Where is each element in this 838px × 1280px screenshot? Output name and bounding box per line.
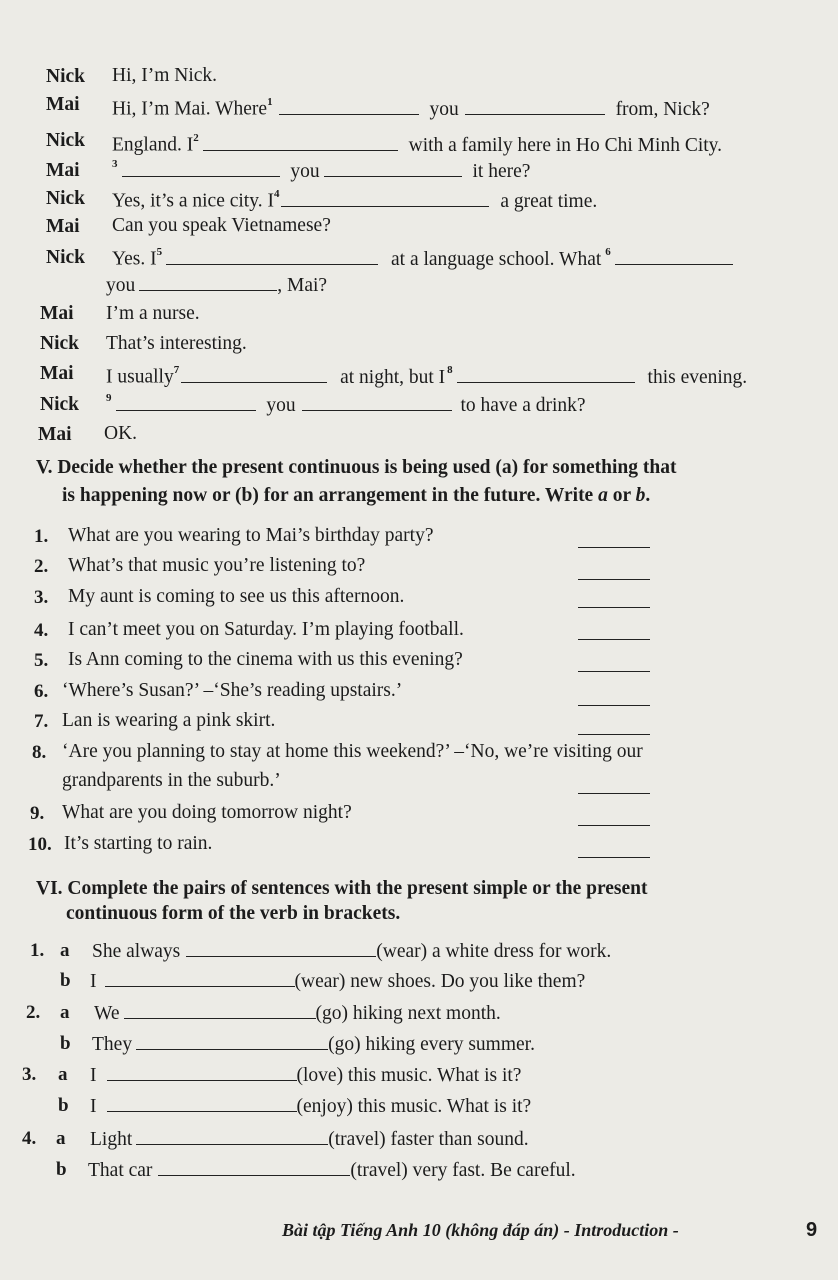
answer-blank[interactable] bbox=[139, 272, 277, 291]
list-item: They (go) hiking every summer. bbox=[92, 1031, 535, 1057]
dialogue-line: I usually$^7$ at night, but I $^8$ this evening. bbox=[106, 364, 748, 388]
list-item: ‘Are you planning to stay at home this weekend?’ –‘No, we’re visiting our bbox=[62, 741, 643, 762]
list-item: Is Ann coming to the cinema with us this evening? bbox=[68, 649, 463, 670]
dialogue-text: Can you speak Vietnamese? bbox=[112, 215, 331, 236]
answer-blank[interactable] bbox=[116, 392, 256, 411]
speaker: Nick bbox=[46, 66, 85, 87]
speaker: Nick bbox=[46, 188, 85, 209]
list-item: I (love) this music. What is it? bbox=[90, 1062, 521, 1088]
answer-blank[interactable] bbox=[465, 96, 605, 115]
list-item: What’s that music you’re listening to? bbox=[68, 555, 366, 576]
dialogue-line: Yes, it’s a nice city. $I^4$ a great time. bbox=[112, 188, 598, 212]
list-item: I (wear) new shoes. Do you like them? bbox=[90, 968, 585, 994]
answer-blank[interactable] bbox=[181, 364, 327, 383]
speaker: Mai bbox=[40, 363, 74, 384]
answer-blank[interactable] bbox=[136, 1031, 328, 1050]
speaker: Mai bbox=[38, 424, 72, 445]
list-item: Lan is wearing a pink skirt. bbox=[62, 710, 276, 731]
dialogue-line: $^3$ you it here? bbox=[112, 158, 531, 182]
answer-blank[interactable] bbox=[136, 1126, 328, 1145]
dialogue-line: Hi, I’m Mai. Where$^1$ you from, Nick? bbox=[112, 96, 710, 120]
speaker: Nick bbox=[40, 394, 79, 415]
answer-blank[interactable] bbox=[158, 1157, 350, 1176]
list-item: What are you doing tomorrow night? bbox=[62, 802, 352, 823]
dialogue-text: I’m a nurse. bbox=[106, 303, 200, 324]
list-item: We (go) hiking next month. bbox=[94, 1000, 501, 1026]
section-5-heading: V. Decide whether the present continuous is being used (a) for something that bbox=[36, 457, 677, 478]
list-item: I (enjoy) this music. What is it? bbox=[90, 1093, 531, 1119]
answer-blank[interactable] bbox=[279, 96, 419, 115]
speaker: Mai bbox=[46, 160, 80, 181]
answer-blank[interactable] bbox=[578, 670, 650, 672]
list-item: My aunt is coming to see us this afternoon. bbox=[68, 586, 405, 607]
answer-blank[interactable] bbox=[578, 733, 650, 735]
workbook-page: Nick Hi, I’m Nick. Mai Hi, I’m Mai. Where$^1$ you from, Nick? Nick England. $I^2$ with a family here in Ho Chi Minh City. Mai $^3$ you it here? Nick Yes, it’s a nice city. $I^4$ a great time. Mai Can you speak Vietnamese? Nick Yes. $I^5$ at a language school. What $^6$ you , Mai? Mai I’m a nurse. Nick That’s interesting. Mai I usually$^7$ at night, but I $^8$ this evening. Nick $^9$ you to have a drink? Mai OK. V. Decide whether the present continuous is being used (a) for something that is happening now or (b) for an arrangement in the future. Write a or b. 1. What are you wearing to Mai’s birthday party? 2. What’s that music you’re listening to? 3. My aunt is coming to see us this afternoon. 4. I can’t meet you on Saturday. I’m playing football. 5. Is Ann coming to the cinema with us this evening? 6. ‘Where’s Susan?’ –‘She’s reading upstairs.’ 7. Lan is wearing a pink skirt. 8. ‘Are you planning to stay at home this weekend?’ –‘No, we’re visiting our grandparents in the suburb.’ 9. What are you doing tomorrow night? 10. It’s starting to rain. VI. Complete the pairs of sentences with the present simple or the present continuous form of the verb in brackets. 1. a She always (wear) a white dress for work. b I (wear) new shoes. Do you like them? 2. a We (go) hiking next month. b They (go) hiking every summer. 3. a I (love) this music. What is it? b I (enjoy) this music. What is it? 4. a Light (travel) faster than sound. b That car (travel) very fast. Be careful. Bài tập Tiếng Anh 10 (không đáp án) - Introduction - 9 bbox=[22, 65, 818, 1241]
answer-blank[interactable] bbox=[457, 364, 635, 383]
answer-blank[interactable] bbox=[578, 578, 650, 580]
list-item: I can’t meet you on Saturday. I’m playing football. bbox=[68, 619, 464, 640]
answer-blank[interactable] bbox=[302, 392, 452, 411]
list-item: What are you wearing to Mai’s birthday party? bbox=[68, 525, 434, 546]
speaker: Nick bbox=[46, 247, 85, 268]
dialogue-line: England. $I^2$ with a family here in Ho Chi Minh City. bbox=[112, 132, 723, 156]
answer-blank[interactable] bbox=[166, 246, 378, 265]
dialogue-text: OK. bbox=[104, 423, 138, 444]
list-item-cont: grandparents in the suburb.’ bbox=[62, 770, 281, 791]
speaker: Mai bbox=[46, 94, 80, 115]
list-item: Light (travel) faster than sound. bbox=[90, 1126, 529, 1152]
answer-blank[interactable] bbox=[578, 546, 650, 548]
answer-blank[interactable] bbox=[578, 704, 650, 706]
answer-blank[interactable] bbox=[186, 938, 376, 957]
list-item: That car (travel) very fast. Be careful. bbox=[88, 1157, 576, 1183]
answer-blank[interactable] bbox=[203, 132, 398, 151]
answer-blank[interactable] bbox=[578, 824, 650, 826]
speaker: Nick bbox=[46, 130, 85, 151]
answer-blank[interactable] bbox=[324, 158, 462, 177]
dialogue-line: you , Mai? bbox=[106, 272, 327, 298]
dialogue-text: Hi, I’m Nick. bbox=[112, 65, 218, 86]
answer-blank[interactable] bbox=[281, 188, 489, 207]
answer-blank[interactable] bbox=[578, 856, 650, 858]
answer-blank[interactable] bbox=[578, 606, 650, 608]
section-5-heading-line2: is happening now or (b) for an arrangement in the future. Write a or b. bbox=[62, 485, 651, 506]
answer-blank[interactable] bbox=[122, 158, 280, 177]
answer-blank[interactable] bbox=[107, 1093, 297, 1112]
list-item: It’s starting to rain. bbox=[64, 833, 213, 854]
dialogue-line: $^9$ you to have a drink? bbox=[106, 392, 586, 416]
speaker: Nick bbox=[40, 333, 79, 354]
section-6-heading: VI. Complete the pairs of sentences with the present simple or the present bbox=[36, 878, 648, 899]
answer-blank[interactable] bbox=[107, 1062, 297, 1081]
speaker: Mai bbox=[40, 303, 74, 324]
page-number: 9 bbox=[806, 1219, 818, 1241]
speaker: Mai bbox=[46, 216, 80, 237]
answer-blank[interactable] bbox=[124, 1000, 316, 1019]
answer-blank[interactable] bbox=[615, 246, 733, 265]
section-6-heading-line2: continuous form of the verb in brackets. bbox=[66, 903, 401, 924]
list-item: She always (wear) a white dress for work. bbox=[92, 938, 611, 964]
dialogue-text: That’s interesting. bbox=[106, 333, 247, 354]
list-item: ‘Where’s Susan?’ –‘She’s reading upstairs.’ bbox=[62, 680, 403, 701]
answer-blank[interactable] bbox=[105, 968, 295, 987]
answer-blank[interactable] bbox=[578, 792, 650, 794]
dialogue-line: Yes. $I^5$ at a language school. What $^6$ bbox=[112, 242, 733, 272]
book-footer: Bài tập Tiếng Anh 10 (không đáp án) - Introduction - bbox=[282, 1220, 679, 1240]
answer-blank[interactable] bbox=[578, 638, 650, 640]
